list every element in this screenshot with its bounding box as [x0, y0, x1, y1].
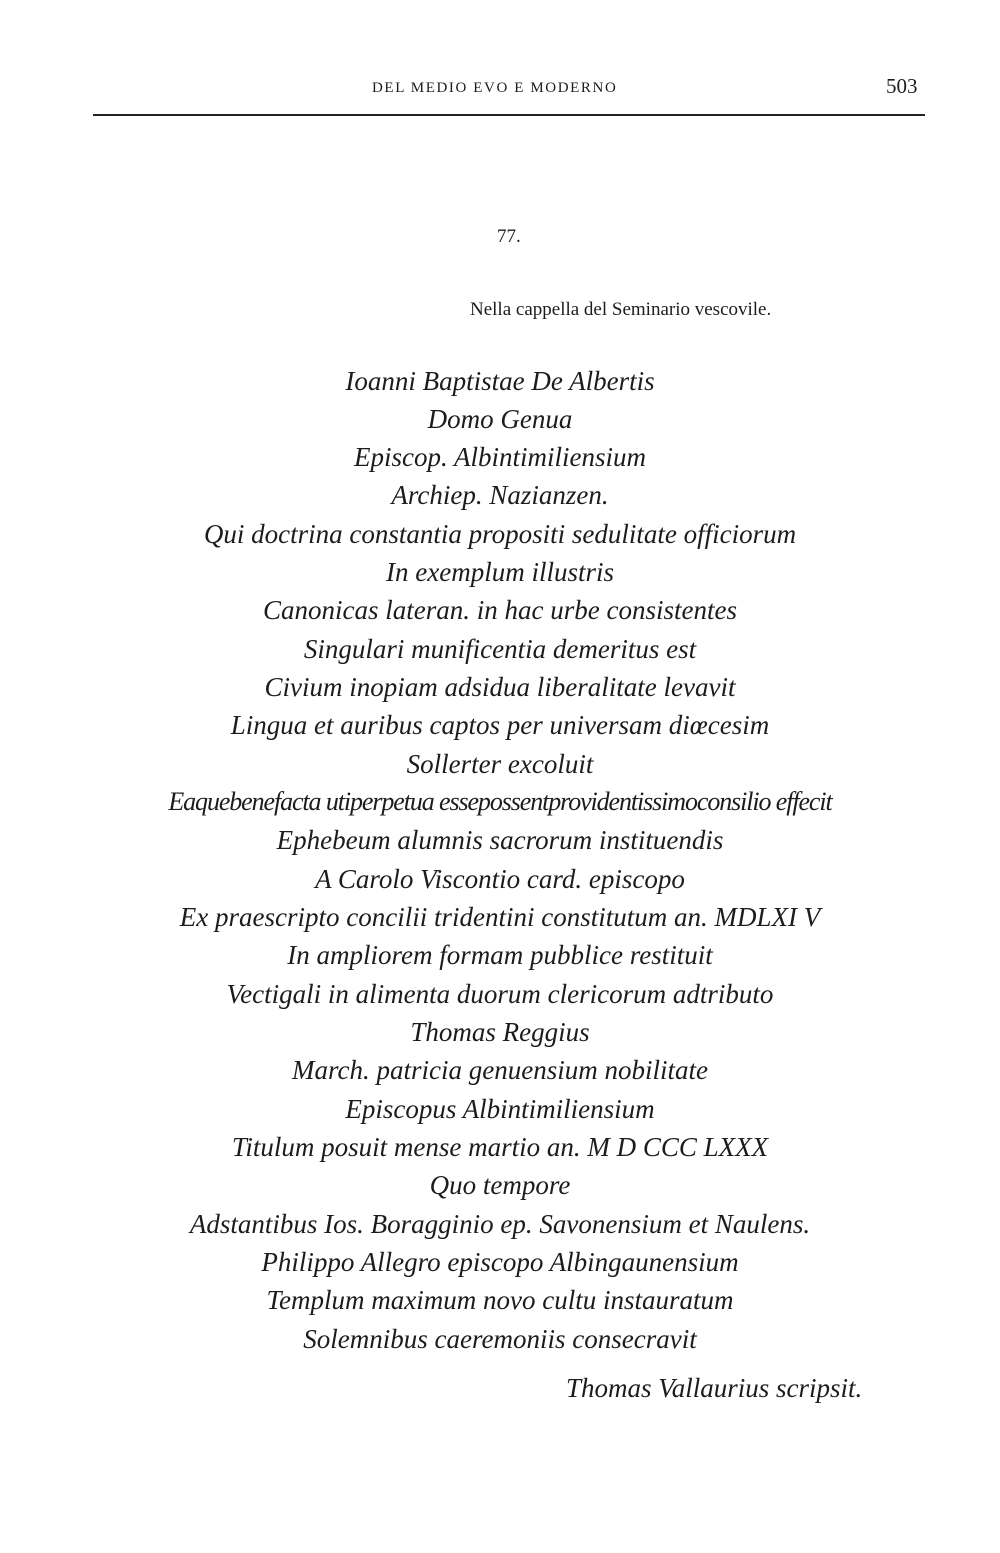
- inscription-line: [0, 1051, 1000, 1089]
- running-title: DEL MEDIO EVO E MODERNO: [372, 80, 618, 96]
- inscription-line-text: Episcop. Albintimiliensium: [354, 442, 646, 472]
- inscription-line-text: Episcopus Albintimiliensium: [345, 1094, 655, 1124]
- inscription-line: [0, 1243, 1000, 1281]
- running-head: [0, 74, 1000, 104]
- inscription-line: [0, 1281, 1000, 1319]
- inscription-line-text: Philippo Allegro episcopo Albingaunensium: [261, 1247, 739, 1277]
- inscription-line-text: March. patricia genuensium nobilitate: [292, 1055, 708, 1085]
- signature: Thomas Vallaurius scripsit.: [566, 1373, 863, 1403]
- inscription-line: [0, 706, 1000, 744]
- inscription-line-text: In exemplum illustris: [386, 557, 614, 587]
- inscription-line-text: Canonicas lateran. in hac urbe consistentes: [263, 595, 737, 625]
- inscription-line: [0, 783, 1000, 821]
- inscription-line: [0, 362, 1000, 400]
- inscription-line-text: Ephebeum alumnis sacrorum instituendis: [276, 825, 724, 855]
- page-number: 503: [886, 74, 918, 98]
- inscription-line: [0, 1166, 1000, 1204]
- inscription-location: Nella cappella del Seminario vescovile.: [470, 299, 772, 320]
- inscription-line-text: Titulum posuit mense martio an. M D CCC LXXX: [231, 1132, 769, 1162]
- inscription-line: [0, 1090, 1000, 1128]
- inscription-line: [0, 515, 1000, 553]
- inscription-line: [0, 630, 1000, 668]
- inscription-line-text: Lingua et auribus captos per universam diœcesim: [230, 710, 770, 740]
- inscription-line-text: Civium inopiam adsidua liberalitate levavit: [264, 672, 736, 702]
- inscription-line-text: Domo Genua: [427, 404, 573, 434]
- inscription-line-text: Ioanni Baptistae De Albertis: [345, 366, 655, 396]
- inscription-line: [0, 745, 1000, 783]
- inscription-line-text: Vectigali in alimenta duorum clericorum adtributo: [226, 979, 774, 1009]
- inscription-line-text: Eaquebenefacta utiperpetua essepossentprovidentissimoconsilio effecit: [168, 787, 832, 816]
- inscription-line: [0, 975, 1000, 1013]
- inscription-line-text: Qui doctrina constantia propositi sedulitate officiorum: [203, 519, 797, 549]
- inscription-line: [0, 1128, 1000, 1166]
- inscription-line: [0, 553, 1000, 591]
- inscription-line: [0, 936, 1000, 974]
- inscription-line: [0, 1013, 1000, 1051]
- inscription-line-text: Thomas Reggius: [410, 1017, 590, 1047]
- inscription-line: [0, 860, 1000, 898]
- inscription-line-text: Adstantibus Ios. Boragginio ep. Savonensium et Naulens.: [189, 1209, 811, 1239]
- inscription-line-text: A Carolo Viscontio card. episcopo: [315, 864, 685, 894]
- inscription-line-text: Sollerter excoluit: [406, 749, 594, 779]
- inscription-line: [0, 1205, 1000, 1243]
- inscription-line: [0, 400, 1000, 438]
- inscription-line: [0, 898, 1000, 936]
- header-rule: [93, 114, 925, 116]
- inscription-line-text: Archiep. Nazianzen.: [391, 480, 609, 510]
- inscription-line-text: In ampliorem formam pubblice restituit: [287, 940, 713, 970]
- inscription-line: [0, 438, 1000, 476]
- inscription-line: [0, 591, 1000, 629]
- inscription-line-text: Singulari munificentia demeritus est: [303, 634, 697, 664]
- inscription-line: [0, 476, 1000, 514]
- inscription-line-text: Ex praescripto concilii tridentini constitutum an. MDLXI V: [179, 902, 821, 932]
- inscription-line-text: Solemnibus caeremoniis consecravit: [303, 1324, 697, 1354]
- inscription-line: [0, 1320, 1000, 1358]
- inscription-line-text: Templum maximum novo cultu instauratum: [266, 1285, 734, 1315]
- inscription-line: [0, 821, 1000, 859]
- entry-number: 77.: [497, 226, 521, 247]
- inscription-line: [0, 668, 1000, 706]
- inscription-line-text: Quo tempore: [429, 1170, 571, 1200]
